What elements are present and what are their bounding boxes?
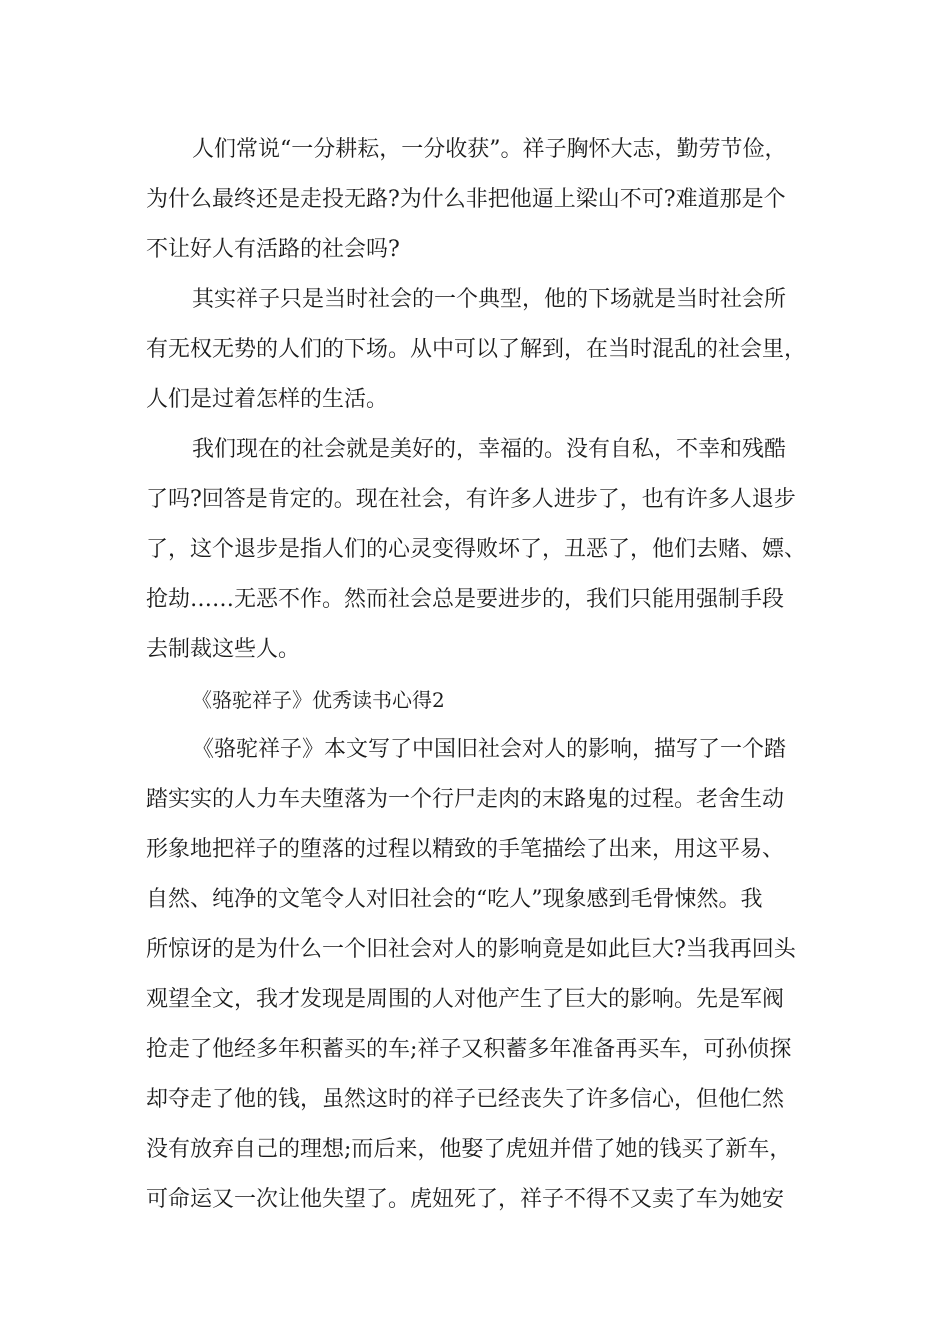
paragraph-line: 形象地把祥子的堕落的过程以精致的手笔描绘了出来，用这平易、 — [146, 837, 785, 862]
document-body — [146, 125, 826, 1225]
paragraph-line: 了，这个退步是指人们的心灵变得败坏了，丑恶了，他们去赌、嫖、 — [146, 537, 807, 562]
paragraph-line: 我们现在的社会就是美好的，幸福的。没有自私，不幸和残酷 — [192, 437, 787, 462]
paragraph-line: 自然、纯净的文笔令人对旧社会的“吃人”现象感到毛骨悚然。我 — [146, 887, 763, 912]
paragraph-line: 却夺走了他的钱，虽然这时的祥子已经丧失了许多信心，但他仁然 — [146, 1087, 785, 1112]
paragraph-line: 不让好人有活路的社会吗? — [146, 237, 400, 262]
paragraph-line: 有无权无势的人们的下场。从中可以了解到，在当时混乱的社会里， — [146, 337, 807, 362]
paragraph-line: 去制裁这些人。 — [146, 637, 301, 662]
paragraph-line: 《骆驼祥子》本文写了中国旧社会对人的影响，描写了一个踏 — [192, 737, 787, 762]
paragraph-line: 抢走了他经多年积蓄买的车;祥子又积蓄多年准备再买车，可孙侦探 — [146, 1037, 792, 1062]
paragraph-line: 为什么最终还是走投无路?为什么非把他逼上梁山不可?难道那是个 — [146, 187, 786, 212]
paragraph-line: 踏实实的人力车夫堕落为一个行尸走肉的末路鬼的过程。老舍生动 — [146, 787, 785, 812]
section-title: 《骆驼祥子》优秀读书心得2 — [192, 688, 445, 712]
paragraph-line: 抢劫……无恶不作。然而社会总是要进步的，我们只能用强制手段 — [146, 587, 785, 612]
paragraph-line: 可命运又一次让他失望了。虎妞死了，祥子不得不又卖了车为她安 — [146, 1187, 785, 1212]
paragraph-line: 了吗?回答是肯定的。现在社会，有许多人进步了，也有许多人退步 — [146, 487, 796, 512]
paragraph-line: 没有放弃自己的理想;而后来，他娶了虎妞并借了她的钱买了新车， — [146, 1137, 792, 1162]
paragraph-line: 所惊讶的是为什么一个旧社会对人的影响竟是如此巨大?当我再回头 — [146, 937, 796, 962]
paragraph-line: 人们常说“一分耕耘，一分收获”。祥子胸怀大志，勤劳节俭， — [192, 137, 787, 162]
paragraph-line: 人们是过着怎样的生活。 — [146, 387, 389, 412]
paragraph-line: 其实祥子只是当时社会的一个典型，他的下场就是当时社会所 — [192, 287, 787, 312]
paragraph-line: 观望全文，我才发现是周围的人对他产生了巨大的影响。先是军阀 — [146, 987, 785, 1012]
